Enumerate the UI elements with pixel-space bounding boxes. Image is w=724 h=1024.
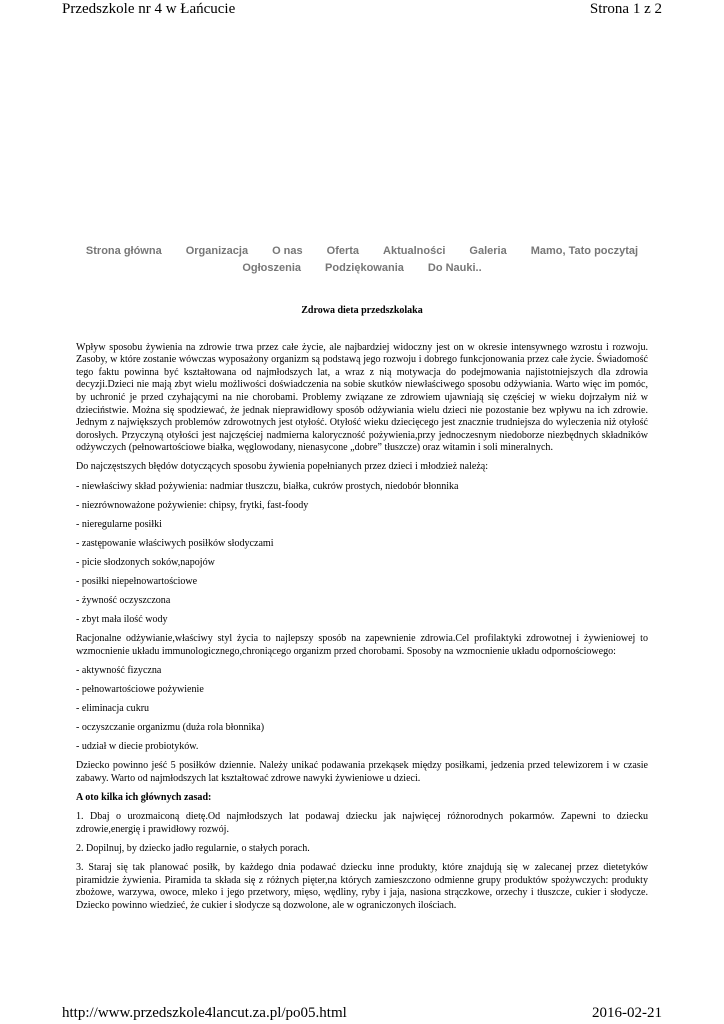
immunity-item: - eliminacja cukru [76,703,150,715]
header-site-name: Przedszkole nr 4 w Łańcucie [62,1,236,17]
meals-paragraph: Dziecko powinno jeść 5 posiłków dziennie. Należy unikać podawania przekąsek między posiłkami, jedzenia przed telewizorem i w czasie zabawy. Warto od najmłodszych lat kształtować zdrowe nawyki żywieniowe u dzieci. [76,760,648,785]
print-footer [62,1004,662,1024]
error-item: - żywność oczyszczona [76,595,171,607]
article [76,305,648,919]
nav-link-read[interactable]: Mamo, Tato poczytaj [530,245,639,257]
nav-row-2 [76,260,648,277]
nav-link-learning[interactable]: Do Nauki.. [427,262,482,274]
main-navigation [76,243,648,277]
intro-paragraph: Wpływ sposobu żywienia na zdrowie trwa przez całe życie, ale najbardziej widoczny jest on w okresie intensywnego wzrostu i rozwoju. Zasoby, w które zostanie wówczas wyposażony organizm są podstawą jego rozwoju i dobrego funkcjonowania przez całe życie. Świadomość tego faktu powinna być kształtowana od najmłodszych lat, a wraz z nią motywacja do podejmowania najistotniejszych dla zdrowia decyzji.Dzieci nie mają zbyt wielu możliwości doświadczenia na sobie skutków niewłaściwego sposobu odżywiania. Warto więc im pomóc, by uchronić je przed czyhającymi na nie chorobami. Problemy związane ze zdrowiem ujawniają się częściej w wieku dojrzałym niż w dzieciństwie. Można się spodziewać, że jednak nieprawidłowy sposób odżywiania wielu dzieci nie pozostanie bez wpływu na ich zdrowie. Jednym z największych problemów zdrowotnych jest otyłość. Otyłość wieku dziecięcego jest znacznie trudniejsza do wyleczenia niż otyłość dorosłych. Przyczyną otyłości jest najczęściej nadmierna kaloryczność pożywienia,przy jednoczesnym niedoborze niezbędnych składników odżywczych (pełnowartościowe białka, węglowodany, nienasycone „dobre” tłuszcze) oraz witamin i soli mineralnych. [76,341,648,454]
nav-link-thanks[interactable]: Podziękowania [325,262,404,274]
nav-link-gallery[interactable]: Galeria [469,245,507,257]
nav-row-1 [76,243,648,260]
immunity-item: - aktywność fizyczna [76,664,162,676]
error-item: - zastępowanie właściwych posiłków słodyczami [76,537,274,549]
error-item: - niewłaściwy skład pożywienia: nadmiar tłuszczu, białka, cukrów prostych, niedobór błonnika [76,480,459,492]
nav-link-home[interactable]: Strona główna [85,245,162,257]
error-item: - picie słodzonych soków,napojów [76,556,215,568]
header-page-number: Strona 1 z 2 [589,1,662,17]
rules-heading: A oto kilka ich głównych zasad: [76,792,212,804]
errors-intro: Do najczęstszych błędów dotyczących sposobu żywienia popełnianych przez dzieci i młodzież należą: [76,461,489,473]
immunity-item: - oczyszczanie organizmu (duża rola błonnika) [76,722,265,734]
error-item: - zbyt mała ilość wody [76,614,168,626]
rule-item: 1. Dbaj o urozmaiconą dietę.Od najmłodszych lat podawaj dziecku jak najwięcej różnorodnych pokarmów. Zapewni to dziecku zdrowie,energię i prawidłowy rozwój. [76,811,648,835]
nav-link-news[interactable]: Aktualności [383,245,446,257]
nav-link-organization[interactable]: Organizacja [185,245,249,257]
immunity-item: - pełnowartościowe pożywienie [76,684,204,696]
nav-link-announcements[interactable]: Ogłoszenia [242,262,302,274]
error-item: - nieregularne posiłki [76,518,162,530]
footer-date: 2016-02-21 [592,1005,662,1021]
rule-item: 3. Staraj się tak planować posiłk, by każdego dnia podawać dziecku inne produkty, które znajdują się w zalecanej przez dietetyków piramidzie żywienia. Piramida ta składa się z różnych pięter,na których zamieszczono odmienne grupy produktów spożywczych: produkty zbożowe, warzywa, owoce, mleko i jego przetwory, mięso, wędliny, ryby i jaja, nasiona strączkowe, orzechy i tłuszcze, cukier i słodycze. Dziecko powinno wiedzieć, że cukier i słodycze są dozwolone, ale w ograniczonych ilościach. [76,862,648,911]
rational-paragraph: Racjonalne odżywianie,właściwy styl życia to najlepszy sposób na zapewnienie zdrowia.Cel profilaktyki zdrowotnej i żywieniowej to wzmocnienie układu immunologicznego,chroniącego organizm przed chorobami. Sposoby na wzmocnienie układu odpornościowego: [76,633,648,657]
nav-link-offer[interactable]: Oferta [326,245,360,257]
error-item: - posiłki niepełnowartościowe [76,576,198,587]
error-item: - niezrównoważone pożywienie: chipsy, frytki, fast-foody [76,499,309,511]
immunity-item: - udział w diecie probiotyków. [76,741,199,753]
article-title: Zdrowa dieta przedszkolaka [301,305,423,316]
nav-link-about[interactable]: O nas [272,245,303,257]
print-header [62,0,662,20]
footer-url[interactable]: http://www.przedszkole4lancut.za.pl/po05.html [62,1005,347,1021]
rule-item: 2. Dopilnuj, by dziecko jadło regularnie, o stałych porach. [76,842,310,854]
